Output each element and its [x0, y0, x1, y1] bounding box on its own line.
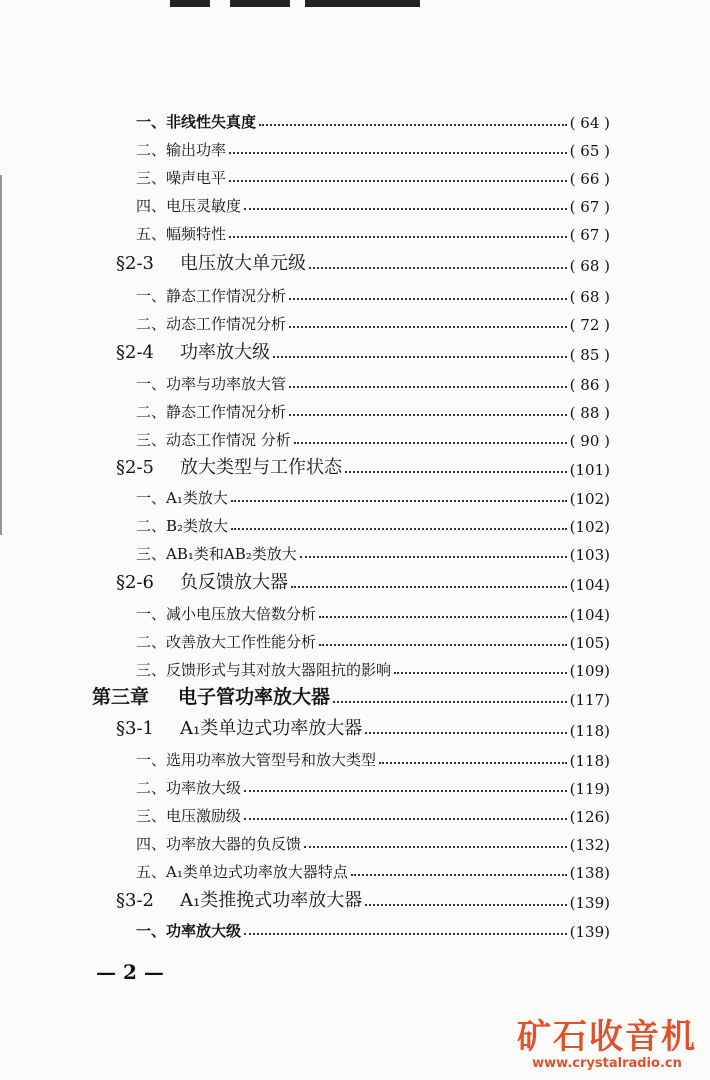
toc-section [0, 249, 610, 275]
leader-dots [231, 528, 567, 530]
leader-dots [333, 701, 567, 703]
toc-entry-page: ( 90 ) [569, 432, 610, 450]
toc-entry-label: 三、反馈形式与其对放大器阻抗的影响 [136, 661, 392, 679]
leader-dots [244, 933, 567, 935]
toc-entry-page: (117) [569, 691, 610, 709]
toc-entry [0, 396, 610, 422]
leader-dots [229, 236, 567, 238]
toc-entry [0, 828, 610, 854]
toc-entry-page: ( 68 ) [569, 257, 610, 275]
toc-entry [0, 106, 610, 132]
toc-entry-page: ( 86 ) [569, 376, 610, 394]
section-number: §2-5 [116, 457, 154, 478]
toc-entry [0, 772, 610, 798]
toc-entry-label: 三、动态工作情况 分析 [136, 431, 291, 449]
section-number: §3-2 [116, 890, 154, 911]
section-title: 放大类型与工作状态 [180, 457, 342, 478]
watermark-title: 矿石收音机 [517, 1017, 697, 1057]
toc-entry [0, 280, 610, 306]
toc-entry-page: (104) [569, 576, 610, 594]
page-number: — 2 — [96, 960, 164, 984]
leader-dots [300, 556, 567, 558]
leader-dots [319, 616, 567, 618]
section-number: §2-6 [116, 572, 154, 593]
toc-entry [0, 218, 610, 244]
toc-entry-page: (109) [569, 662, 610, 680]
leader-dots [244, 818, 567, 820]
toc-section [0, 453, 610, 479]
toc-chapter [0, 683, 610, 709]
toc-entry [0, 510, 610, 536]
toc-entry-page: (139) [569, 923, 610, 941]
toc-section [0, 338, 610, 364]
toc-entry [0, 308, 610, 334]
toc-entry-label: 三、AB₁类和AB₂类放大 [136, 545, 297, 563]
toc-entry-page: (132) [569, 836, 610, 854]
toc-entry-page: ( 65 ) [569, 142, 610, 160]
toc-entry [0, 915, 610, 941]
toc-entry-label: 三、噪声电平 [136, 169, 227, 187]
toc-entry-page: (119) [569, 780, 610, 798]
toc-entry [0, 856, 610, 882]
toc-entry-label: 一、功率与功率放大管 [136, 375, 287, 393]
toc-entry [0, 800, 610, 826]
toc-entry-label: 二、功率放大级 [136, 779, 242, 797]
toc-entry-label: 一、静态工作情况分析 [136, 287, 287, 305]
toc-entry-page: (139) [569, 894, 610, 912]
toc-entry-label: 一、A₁类放大 [136, 489, 228, 507]
leader-dots [365, 904, 566, 906]
leader-dots [309, 267, 567, 269]
leader-dots [289, 326, 567, 328]
leader-dots [259, 124, 567, 126]
toc-entry [0, 626, 610, 652]
toc-entry-label: 五、A₁类单边式功率放大器特点 [136, 863, 348, 881]
toc-entry-page: (105) [569, 634, 610, 652]
toc-entry-page: (126) [569, 808, 610, 826]
toc-entry-label: 二、输出功率 [136, 141, 227, 159]
section-title: 电压放大单元级 [180, 253, 306, 274]
leader-dots [379, 762, 567, 764]
leader-dots [345, 471, 567, 473]
section-number: §2-4 [116, 342, 154, 363]
section-number: §3-1 [116, 718, 154, 739]
toc-entry-page: (103) [569, 546, 610, 564]
toc-entry-label: 二、静态工作情况分析 [136, 403, 287, 421]
toc-entry-label: 二、动态工作情况分析 [136, 315, 287, 333]
leader-dots [291, 586, 567, 588]
toc-entry-page: (102) [569, 490, 610, 508]
toc-entry [0, 368, 610, 394]
toc-entry-label: 二、B₂类放大 [136, 517, 229, 535]
toc-entry [0, 424, 610, 450]
leader-dots [294, 442, 567, 444]
toc-entry-label: 四、功率放大器的负反馈 [136, 835, 302, 853]
toc-entry-label: 一、减小电压放大倍数分析 [136, 605, 317, 623]
chapter-title: 电子管功率放大器 [178, 686, 331, 708]
toc-entry-label: 三、电压激励级 [136, 807, 242, 825]
chapter-number: 第三章 [92, 686, 150, 708]
toc-entry-page: (118) [569, 722, 610, 740]
toc-entry-page: ( 68 ) [569, 288, 610, 306]
toc-entry-label: 一、非线性失真度 [136, 113, 257, 131]
toc-section [0, 714, 610, 740]
leader-dots [231, 500, 567, 502]
toc-entry-page: ( 66 ) [569, 170, 610, 188]
leader-dots [244, 790, 567, 792]
toc-entry-page: (138) [569, 864, 610, 882]
leader-dots [394, 672, 567, 674]
watermark-logo [512, 1018, 702, 1074]
toc-entry [0, 482, 610, 508]
leader-dots [229, 180, 567, 182]
toc-entry-label: 一、选用功率放大管型号和放大类型 [136, 751, 377, 769]
toc-entry [0, 598, 610, 624]
leader-dots [289, 298, 567, 300]
toc-entry [0, 744, 610, 770]
leader-dots [319, 644, 567, 646]
leader-dots [244, 208, 567, 210]
toc-entry-page: (104) [569, 606, 610, 624]
toc-entry [0, 134, 610, 160]
toc-entry [0, 654, 610, 680]
toc-entry-page: ( 72 ) [569, 316, 610, 334]
section-title: A₁类单边式功率放大器 [180, 718, 363, 739]
toc-entry-page: ( 85 ) [569, 346, 610, 364]
watermark-url: www.crystalradio.cn [532, 1056, 682, 1071]
toc-entry [0, 162, 610, 188]
toc-entry-page: (102) [569, 518, 610, 536]
section-title: 负反馈放大器 [180, 572, 288, 593]
section-number: §2-3 [116, 253, 154, 274]
section-title: 功率放大级 [180, 342, 270, 363]
toc-entry-page: ( 67 ) [569, 198, 610, 216]
leader-dots [304, 846, 567, 848]
toc-entry [0, 190, 610, 216]
toc-entry-label: 四、电压灵敏度 [136, 197, 242, 215]
toc-entry [0, 538, 610, 564]
leader-dots [273, 356, 567, 358]
toc-section [0, 886, 610, 912]
toc-entry-label: 五、幅频特性 [136, 225, 227, 243]
section-title: A₁类推挽式功率放大器 [180, 890, 363, 911]
toc-entry-label: 二、改善放大工作性能分析 [136, 633, 317, 651]
leader-dots [229, 152, 567, 154]
toc-entry-page: ( 88 ) [569, 404, 610, 422]
toc-entry-page: ( 67 ) [569, 226, 610, 244]
toc-entry-page: (118) [569, 752, 610, 770]
leader-dots [289, 386, 567, 388]
toc-entry-page: ( 64 ) [569, 114, 610, 132]
toc-entry-page: (101) [569, 461, 610, 479]
leader-dots [365, 732, 566, 734]
leader-dots [289, 414, 567, 416]
toc-section [0, 568, 610, 594]
toc-entry-label: 一、功率放大级 [136, 922, 242, 940]
leader-dots [351, 874, 567, 876]
